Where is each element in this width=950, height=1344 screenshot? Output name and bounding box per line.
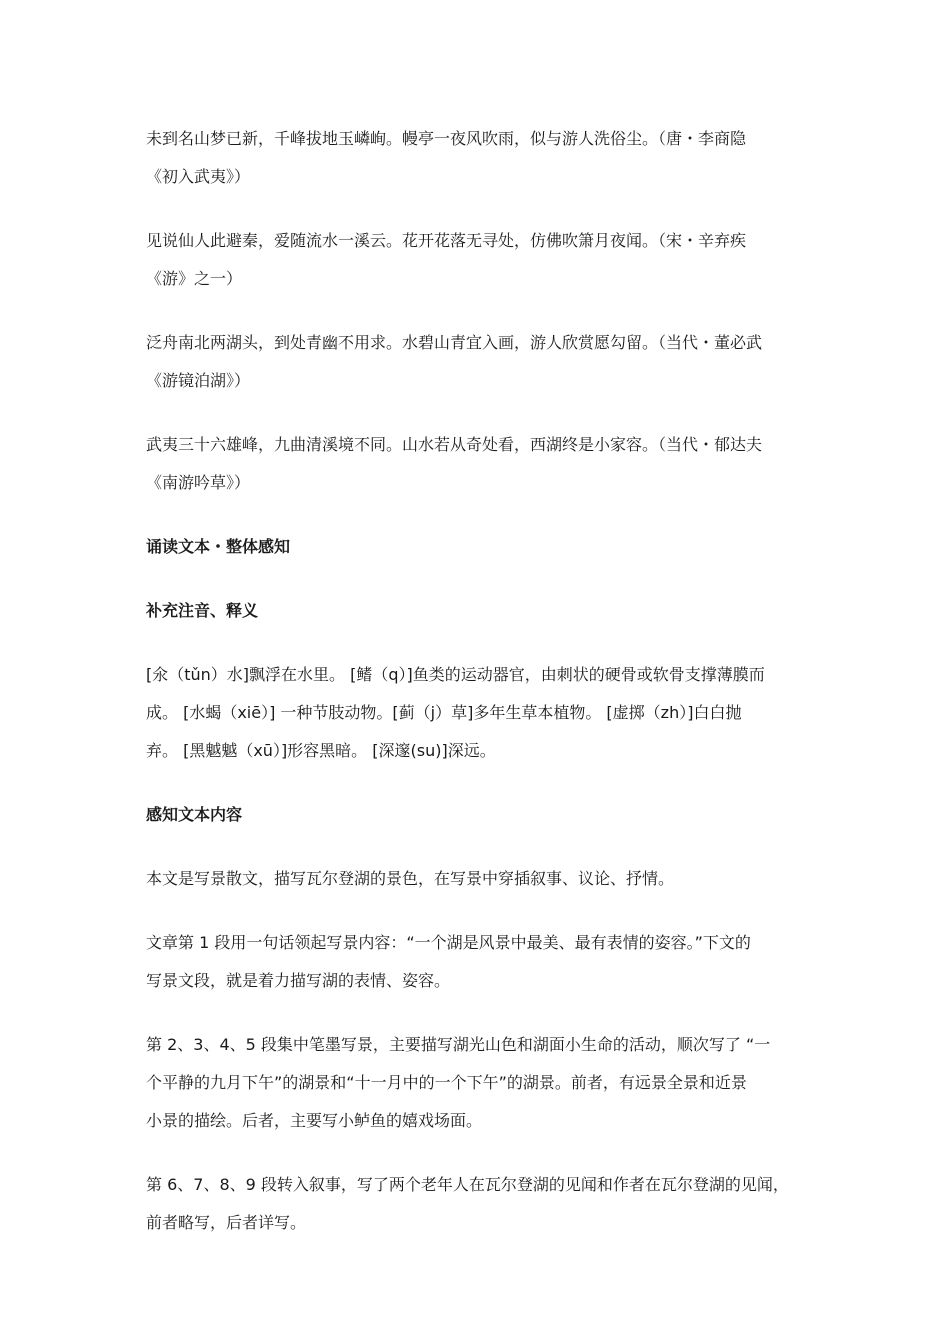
content-line: 写景文段，就是着力描写湖的表情、姿容。 (146, 971, 451, 990)
notes-paragraph (146, 656, 814, 770)
poem-paragraph (146, 324, 814, 400)
content-paragraph (146, 1026, 814, 1140)
document-page (146, 120, 814, 1268)
content-line: 前者略写，后者详写。 (146, 1213, 307, 1232)
poem-source: 《南游吟草》） (146, 473, 251, 492)
poem-paragraph (146, 120, 814, 196)
notes-line: 成。 [水蝎（xiē）] 一种节肢动物。[蓟（j）草]多年生草本植物。 [虚掷（zh）]白白抛 (146, 703, 742, 722)
content-paragraph (146, 1166, 814, 1242)
content-line: 第 2、3、4、5 段集中笔墨写景，主要描写湖光山色和湖面小生命的活动，顺次写了 “一 (146, 1035, 771, 1054)
poem-line: 未到名山梦已新，千峰拔地玉嶙峋。幔亭一夜风吹雨，似与游人洗俗尘。（唐・李商隐 (146, 129, 747, 148)
poem-paragraph (146, 222, 814, 298)
poem-paragraph (146, 426, 814, 502)
content-line: 小景的描绘。后者，主要写小鲈鱼的嬉戏场面。 (146, 1111, 483, 1130)
content-line: 本文是写景散文，描写瓦尔登湖的景色，在写景中穿插叙事、议论、抒情。 (146, 869, 675, 888)
poem-source: 《游》之一） (146, 269, 243, 288)
poem-line: 武夷三十六雄峰，九曲清溪境不同。山水若从奇处看，西湖终是小家容。（当代・郁达夫 (146, 435, 763, 454)
content-heading: 感知文本内容 (146, 805, 243, 824)
content-line: 文章第 1 段用一句话领起写景内容：“一个湖是风景中最美、最有表情的姿容。”下文的 (146, 933, 751, 952)
section-heading: 诵读文本・整体感知 (146, 537, 291, 556)
poem-source: 《游镜泊湖》） (146, 371, 251, 390)
content-paragraph (146, 860, 814, 898)
poem-line: 见说仙人此避秦，爱随流水一溪云。花开花落无寻处，仿佛吹箫月夜闻。（宋・辛弃疾 (146, 231, 747, 250)
poem-source: 《初入武夷》） (146, 167, 251, 186)
content-line: 个平静的九月下午”的湖景和“十一月中的一个下午”的湖景。前者，有远景全景和近景 (146, 1073, 747, 1092)
notes-line: [氽（tǔn）水]飘浮在水里。 [鳍（q）]鱼类的运动器官，由刺状的硬骨或软骨支撑薄膜而 (146, 665, 765, 684)
notes-line: 弃。 [黑魆魆（xū）]形容黑暗。 [深邃(su)]深远。 (146, 741, 496, 760)
poem-line: 泛舟南北两湖头，到处青幽不用求。水碧山青宜入画，游人欣赏愿勾留。（当代・董必武 (146, 333, 763, 352)
notes-heading: 补充注音、释义 (146, 601, 259, 620)
content-line: 第 6、7、8、9 段转入叙事，写了两个老年人在瓦尔登湖的见闻和作者在瓦尔登湖的见闻， (146, 1175, 789, 1194)
content-paragraph (146, 924, 814, 1000)
